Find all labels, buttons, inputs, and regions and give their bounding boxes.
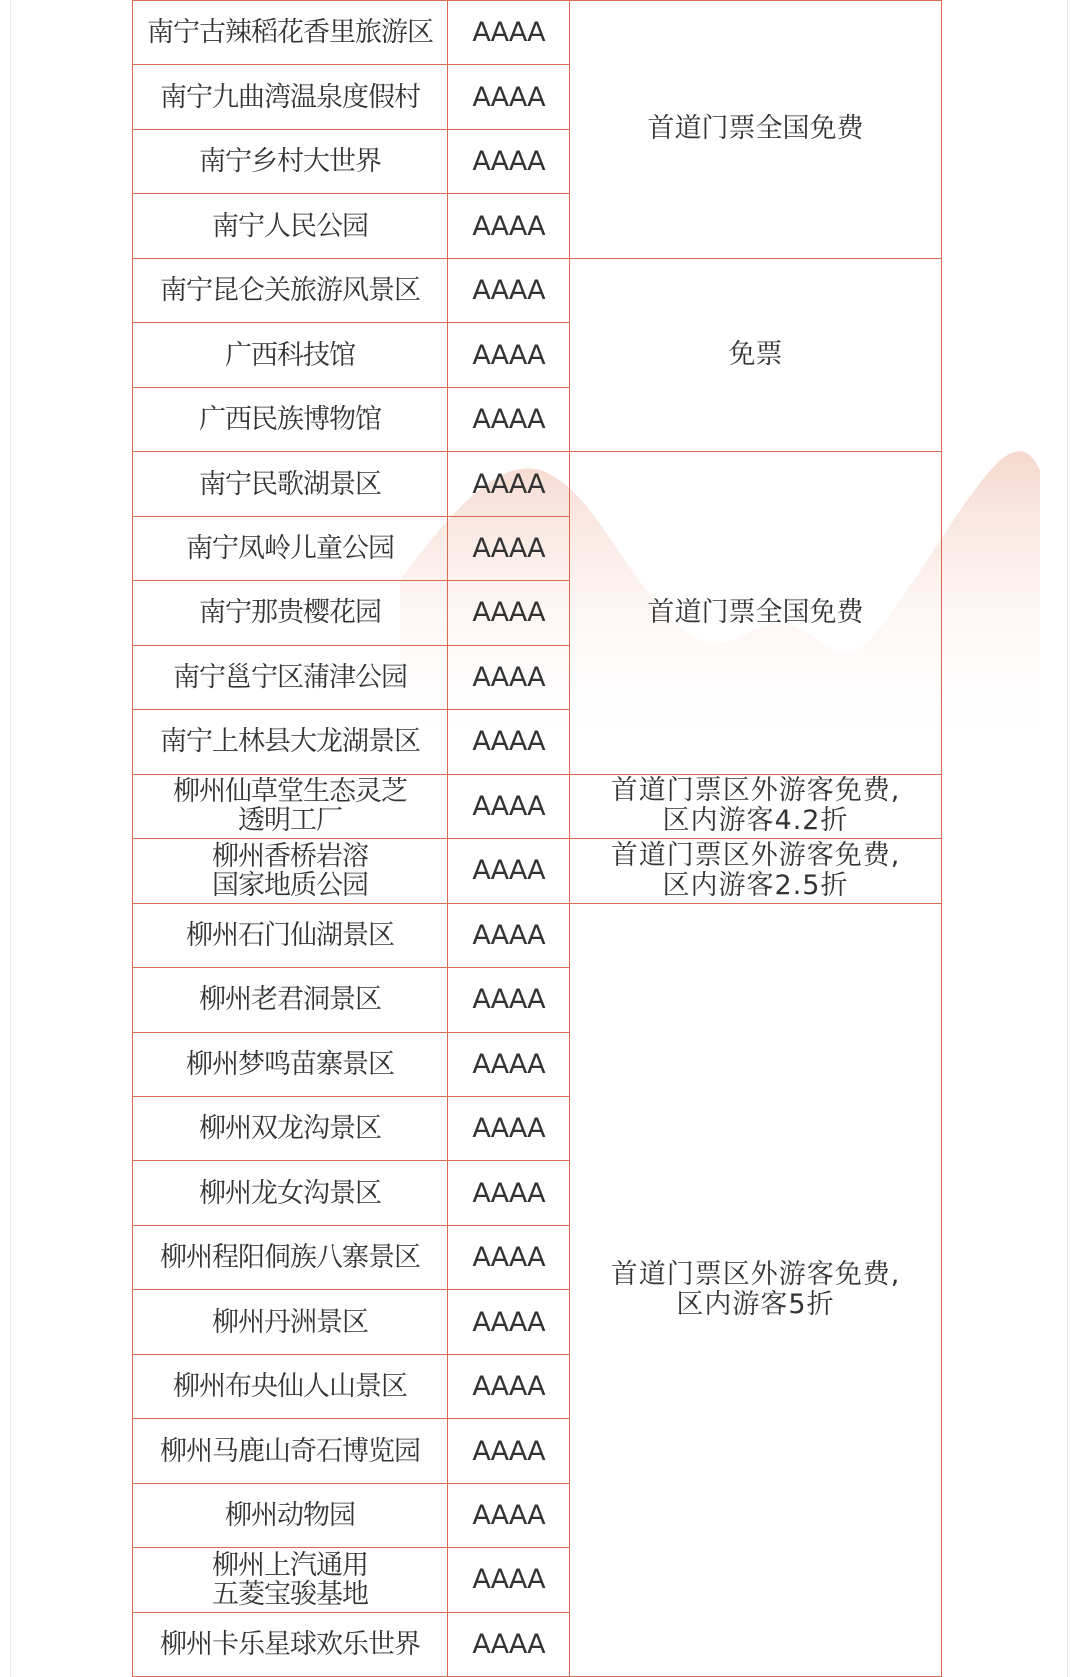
attraction-name-line2: 五菱宝骏基地	[212, 1578, 368, 1610]
attraction-grade: AAAA	[448, 1225, 570, 1289]
attraction-grade: AAAA	[448, 1032, 570, 1096]
attraction-name: 柳州老君洞景区	[133, 968, 448, 1032]
attraction-name	[133, 1548, 448, 1612]
attraction-name	[133, 774, 448, 838]
attraction-grade: AAAA	[448, 516, 570, 580]
attraction-grade: AAAA	[448, 387, 570, 451]
policy-cell: 首道门票全国免费	[570, 452, 942, 774]
left-divider	[10, 0, 11, 1677]
attraction-name: 南宁邕宁区蒲津公园	[133, 645, 448, 709]
right-divider	[1067, 0, 1068, 1677]
attraction-grade: AAAA	[448, 1354, 570, 1418]
policy-cell	[570, 903, 942, 1677]
attraction-name: 南宁人民公园	[133, 194, 448, 258]
attraction-grade: AAAA	[448, 258, 570, 322]
policy-line1: 首道门票区外游客免费,	[610, 839, 901, 871]
attraction-grade: AAAA	[448, 1612, 570, 1676]
table-row	[133, 258, 942, 322]
attraction-grade: AAAA	[448, 194, 570, 258]
table-row	[133, 903, 942, 967]
attraction-name-line2: 国家地质公园	[212, 869, 368, 901]
attraction-grade: AAAA	[448, 774, 570, 838]
attraction-name: 南宁九曲湾温泉度假村	[133, 65, 448, 129]
table-row	[133, 1, 942, 65]
attraction-name: 柳州动物园	[133, 1483, 448, 1547]
attraction-grade: AAAA	[448, 129, 570, 193]
attraction-name: 南宁那贵樱花园	[133, 581, 448, 645]
attraction-grade: AAAA	[448, 968, 570, 1032]
attraction-grade: AAAA	[448, 710, 570, 774]
policy-line2: 区内游客4.2折	[662, 805, 849, 837]
attraction-name-line2: 透明工厂	[238, 805, 342, 837]
attraction-name: 南宁凤岭儿童公园	[133, 516, 448, 580]
table-row	[133, 452, 942, 516]
attraction-name: 南宁民歌湖景区	[133, 452, 448, 516]
attraction-name-line1: 柳州仙草堂生态灵芝	[173, 776, 407, 808]
attraction-grade: AAAA	[448, 65, 570, 129]
attraction-grade: AAAA	[448, 839, 570, 903]
table-row	[133, 839, 942, 903]
attraction-name: 南宁上林县大龙湖景区	[133, 710, 448, 774]
attraction-grade: AAAA	[448, 452, 570, 516]
attraction-grade: AAAA	[448, 1290, 570, 1354]
policy-line1: 首道门票区外游客免费,	[610, 775, 901, 807]
policy-line2: 区内游客2.5折	[662, 869, 849, 901]
attraction-name-line1: 柳州上汽通用	[212, 1549, 368, 1581]
attraction-grade: AAAA	[448, 323, 570, 387]
policy-cell	[570, 839, 942, 903]
attraction-name-line1: 柳州香桥岩溶	[212, 840, 368, 872]
attraction-name	[133, 839, 448, 903]
attraction-grade: AAAA	[448, 1548, 570, 1612]
attraction-grade: AAAA	[448, 903, 570, 967]
attraction-name: 南宁乡村大世界	[133, 129, 448, 193]
attraction-name: 柳州程阳侗族八寨景区	[133, 1225, 448, 1289]
policy-cell	[570, 774, 942, 838]
attraction-grade: AAAA	[448, 1096, 570, 1160]
attraction-name: 柳州布央仙人山景区	[133, 1354, 448, 1418]
attraction-name: 柳州马鹿山奇石博览园	[133, 1419, 448, 1483]
attraction-name: 南宁古辣稻花香里旅游区	[133, 1, 448, 65]
attraction-grade: AAAA	[448, 645, 570, 709]
table-row	[133, 774, 942, 838]
attraction-grade: AAAA	[448, 581, 570, 645]
attractions-table	[132, 0, 942, 1677]
attraction-name: 广西民族博物馆	[133, 387, 448, 451]
policy-cell: 首道门票全国免费	[570, 1, 942, 259]
attraction-grade: AAAA	[448, 1483, 570, 1547]
attraction-name: 南宁昆仑关旅游风景区	[133, 258, 448, 322]
attraction-name: 柳州梦鸣苗寨景区	[133, 1032, 448, 1096]
attraction-grade: AAAA	[448, 1, 570, 65]
attraction-name: 柳州石门仙湖景区	[133, 903, 448, 967]
attraction-name: 柳州卡乐星球欢乐世界	[133, 1612, 448, 1676]
attraction-grade: AAAA	[448, 1419, 570, 1483]
attraction-name: 广西科技馆	[133, 323, 448, 387]
attraction-name: 柳州双龙沟景区	[133, 1096, 448, 1160]
policy-line1: 首道门票区外游客免费,	[610, 1258, 901, 1290]
attraction-grade: AAAA	[448, 1161, 570, 1225]
attraction-name: 柳州丹洲景区	[133, 1290, 448, 1354]
policy-line2: 区内游客5折	[676, 1288, 835, 1320]
attraction-name: 柳州龙女沟景区	[133, 1161, 448, 1225]
policy-cell: 免票	[570, 258, 942, 451]
